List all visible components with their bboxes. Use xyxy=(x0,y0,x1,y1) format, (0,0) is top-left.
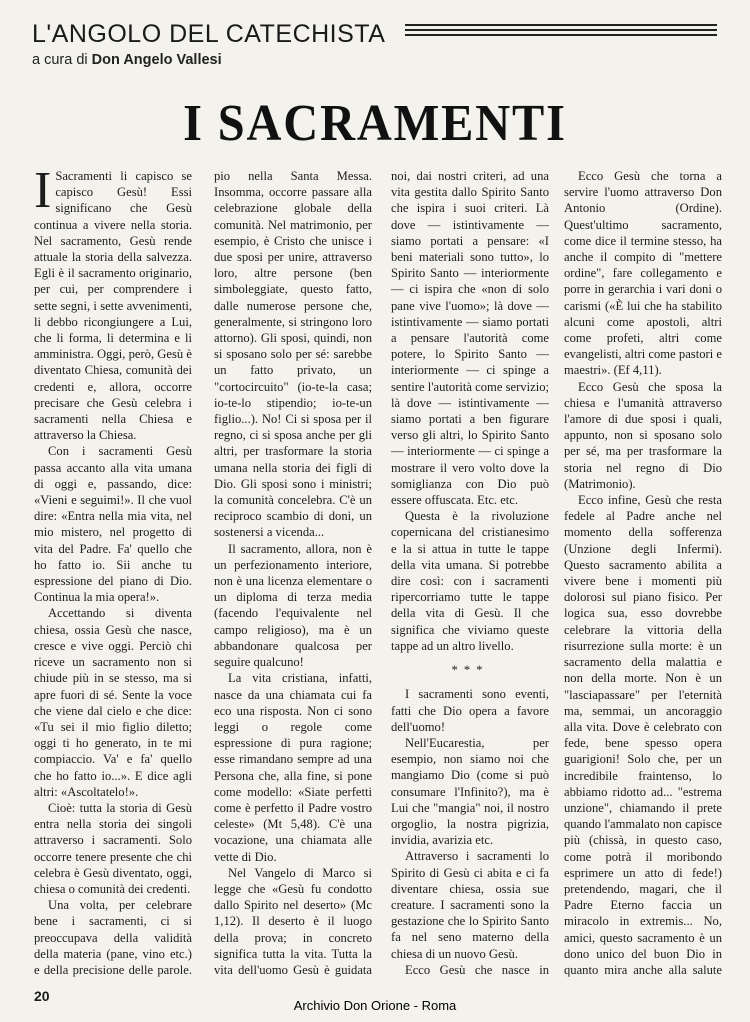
paragraph-text: Sacramenti li capisco se capisco Gesù! Essi significano che Gesù continua a vivere nella storia. Nel sacramento, Gesù rende attuale la storia della salvezza. Egli è il sacramento originario, per cui, per comprendere i sette segni, i sette avvenimenti, li debbo ricongiungere a Lui, che li forma, li determina e li amministra. Oggi, però, Gesù è diventato Chiesa, comunità dei credenti e, allora, occorre precisare che Gesù celebra i sacramenti nella Chiesa e attraverso la Chiesa. xyxy=(34,169,192,443)
paragraph: Ecco Gesù che nasce in xyxy=(405,962,549,977)
paragraph: Con i sacramenti Gesù passa accanto alla vita umana di oggi e, passando, dice: «Vieni e seguimi!». Il che vuol dire: «Entra nella mia vita, nel mio mistero, nel progetto di vita del Padre. Fa' quello che ho fatto io. Sii anche tu espressione del piano di Dio. Continua la mia opera!». xyxy=(34,444,192,605)
paragraph xyxy=(34,168,192,443)
page-number: 20 xyxy=(34,988,50,1004)
column-3 xyxy=(391,168,549,978)
section-title: L'ANGOLO DEL CATECHISTA xyxy=(32,20,386,48)
header-rules xyxy=(405,24,717,42)
column-2 xyxy=(214,168,372,978)
curator-prefix: a cura di xyxy=(32,52,88,68)
paragraph: Ecco Gesù che sposa la chiesa e l'umanità attraverso l'amore di due sposi i quali, appunto, non si sposano solo per sé, ma per trasformare la storia nel regno di Dio (Matrimonio). xyxy=(564,379,722,491)
paragraph: Accettando si diventa chiesa, ossia Gesù che nasce, cresce e vive oggi. Perciò chi riceve un sacramento non si chiude più in se stesso, ma si apre fuori di sé. Sente la voce che viene dal cielo e che dice: «Tu sei il mio figlio diletto; oggi ti ho generato, in te mi compiaccio. Va' e fa' quello che ho fatto io...». E dice agli altri: «Ascoltatelo!». xyxy=(34,606,192,799)
curator-line xyxy=(32,52,222,68)
curator-name: Don Angelo Vallesi xyxy=(91,52,222,68)
paragraph: Una volta, per celebrare bene i sacramenti, ci si preoccupava della validità della materia (pane, vino etc.) e della precisione delle parole. xyxy=(34,898,192,977)
drop-cap: I xyxy=(34,168,52,219)
paragraph: Il sacramento, allora, non è un perfezionamento interiore, non è una licenza elementare o un diploma di terza media (facendo l'equivalente nel campo religioso), ma è un abbandonare qualcosa per seguire qualcuno! xyxy=(214,541,372,670)
paragraph: Questa è la rivoluzione copernicana del cristianesimo e la si attua in tutte le tappe della vita umana. Si potrebbe dire così: con i sacramenti ripercorriamo tutte le tappe della vita di Gesù. Il che significa che viviamo queste tappe ad un altro livello. xyxy=(391,509,549,653)
column-1 xyxy=(34,168,192,978)
paragraph: I sacramenti sono eventi, fatti che Dio opera a favore dell'uomo! xyxy=(391,687,549,734)
section-separator: *** xyxy=(451,663,489,678)
paragraph: La vita cristiana, infatti, nasce da una chiamata cui fa eco una risposta. Non ci sono leggi o regole come espressione di pura ragione; esse rimandano sempre ad una Persona che, alla fine, si pone come modello: «Siate perfetti come è perfetto il Padre vostro celeste» (Mt 5,48). C'è una vocazione, una chiamata alle vette di Dio. xyxy=(214,671,372,864)
paragraph: Cioè: tutta la storia di Gesù entra nella storia dei singoli attraverso i sacramenti. Solo occorre tenere presente che chi celebra è Gesù diventato, oggi, chiesa o comunità dei credenti. xyxy=(34,800,192,896)
paragraph: Nel Vangelo di Marco si legge che «Gesù fu condotto dallo Spirito nel deserto» (Mc 1,12). Il deserto è il luogo della prova; in concreto significa tutta la vita. Tutta la vita dell'uomo Gesù è guidata xyxy=(214,865,372,977)
paragraph: Ecco Gesù che torna a servire l'uomo attraverso Don Antonio (Ordine). Quest'ultimo sacramento, come dice il termine stesso, ha anche il compito di "mettere ordine", fare collegamento e porre in gerarchia i vari doni o carismi («È lui che ha stabilito alcuni come apostoli, altri come profeti, altri come evangelisti, altri come pastori e maestri». (Ef 4,11). xyxy=(564,169,722,378)
article-title: I SACRAMENTI xyxy=(183,95,567,152)
paragraph: pio nella Santa Messa. Insomma, occorre passare alla celebrazione globale della comunità. Nel matrimonio, per esempio, è Cristo che unisce i due sposi per unire, attraverso loro, altre persone (ben simboleggiate, questo fatto, dalle numerose persone che, generalmente, si stringono loro attorno). Gli sposi, quindi, non si sposano solo per sé: sarebbe un fatto privato, un "cortocircuito" (io-te-la casa; io-te-lo stipendio; io-te-un figlio...). No! Ci si sposa per il regno, ci si sposa anche per gli altri, per trasformare la storia umana nella storia dei figli di Dio. Gli sposi sono i ministri; la comunità concelebra. C'è un reciproco scambio di doni, un sostenersi a vicenda... xyxy=(214,169,372,540)
column-4 xyxy=(564,168,722,978)
paragraph: Ecco infine, Gesù che resta fedele al Padre anche nel momento della sofferenza (Unzione degli Infermi). Questo sacramento abilita a vivere bene i momenti più dolorosi sul piano fisico. Per logica sua, esso dovrebbe celebrare la vittoria della risurrezione sulla morte: è un sacramento della malattia e non della morte. Non è un "lasciapassare" per l'eternità ma, semmai, un ancoraggio alla vita. Dove è celebrato con fede, bene spesso opera guarigioni! Solo che, per un incredibile fraintenso, lo abbiamo ridotto ad... "estrema unzione", chiamando il prete quando l'ammalato non capisce più (chissà, in questo caso, come potrà il moribondo esprimere un atto di fede!) pretendendo, magari, che il Padre Eterno faccia un miracolo in extremis... No, amici, questo sacramento è un dono unico del buon Dio in quanto mira anche alla salute xyxy=(564,493,722,977)
paragraph: noi, dai nostri criteri, ad una vita gestita dallo Spirito Santo che ispira i suoi criteri. Là dove — istintivamente — siamo portati a pensare: «I beni materiali sono tutto», lo Spirito Santo — interiormente — ci ispira che «non di solo pane vive l'uomo»; là dove — istintivamente — siamo portati a pensare l'autorità come potere, lo Spirito Santo — interiormente — ci spinge a sentire l'autorità come servizio; là dove — istintivamente — siamo portati a ben figurare verso gli altri, lo Spirito Santo — interiormente — ci spinge a mostrare il vero volto dove la somiglianza con Dio può essere offuscata. Etc. etc. xyxy=(391,169,549,508)
archive-caption: Archivio Don Orione - Roma xyxy=(293,998,457,1013)
paragraph: Attraverso i sacramenti lo Spirito di Gesù ci abita e ci fa diventare chiesa, ossia sue creature. I sacramenti sono la gestazione che lo Spirito Santo fa nel seno materno della chiesa di un nuovo Gesù. xyxy=(391,849,549,961)
paragraph: Nell'Eucarestia, per esempio, non siamo noi che mangiamo Dio (come si può consumare l'Infinito?), ma è Lui che "mangia" noi, il nostro orgoglio, la nostra pigrizia, invidia, avarizia etc. xyxy=(391,735,549,848)
